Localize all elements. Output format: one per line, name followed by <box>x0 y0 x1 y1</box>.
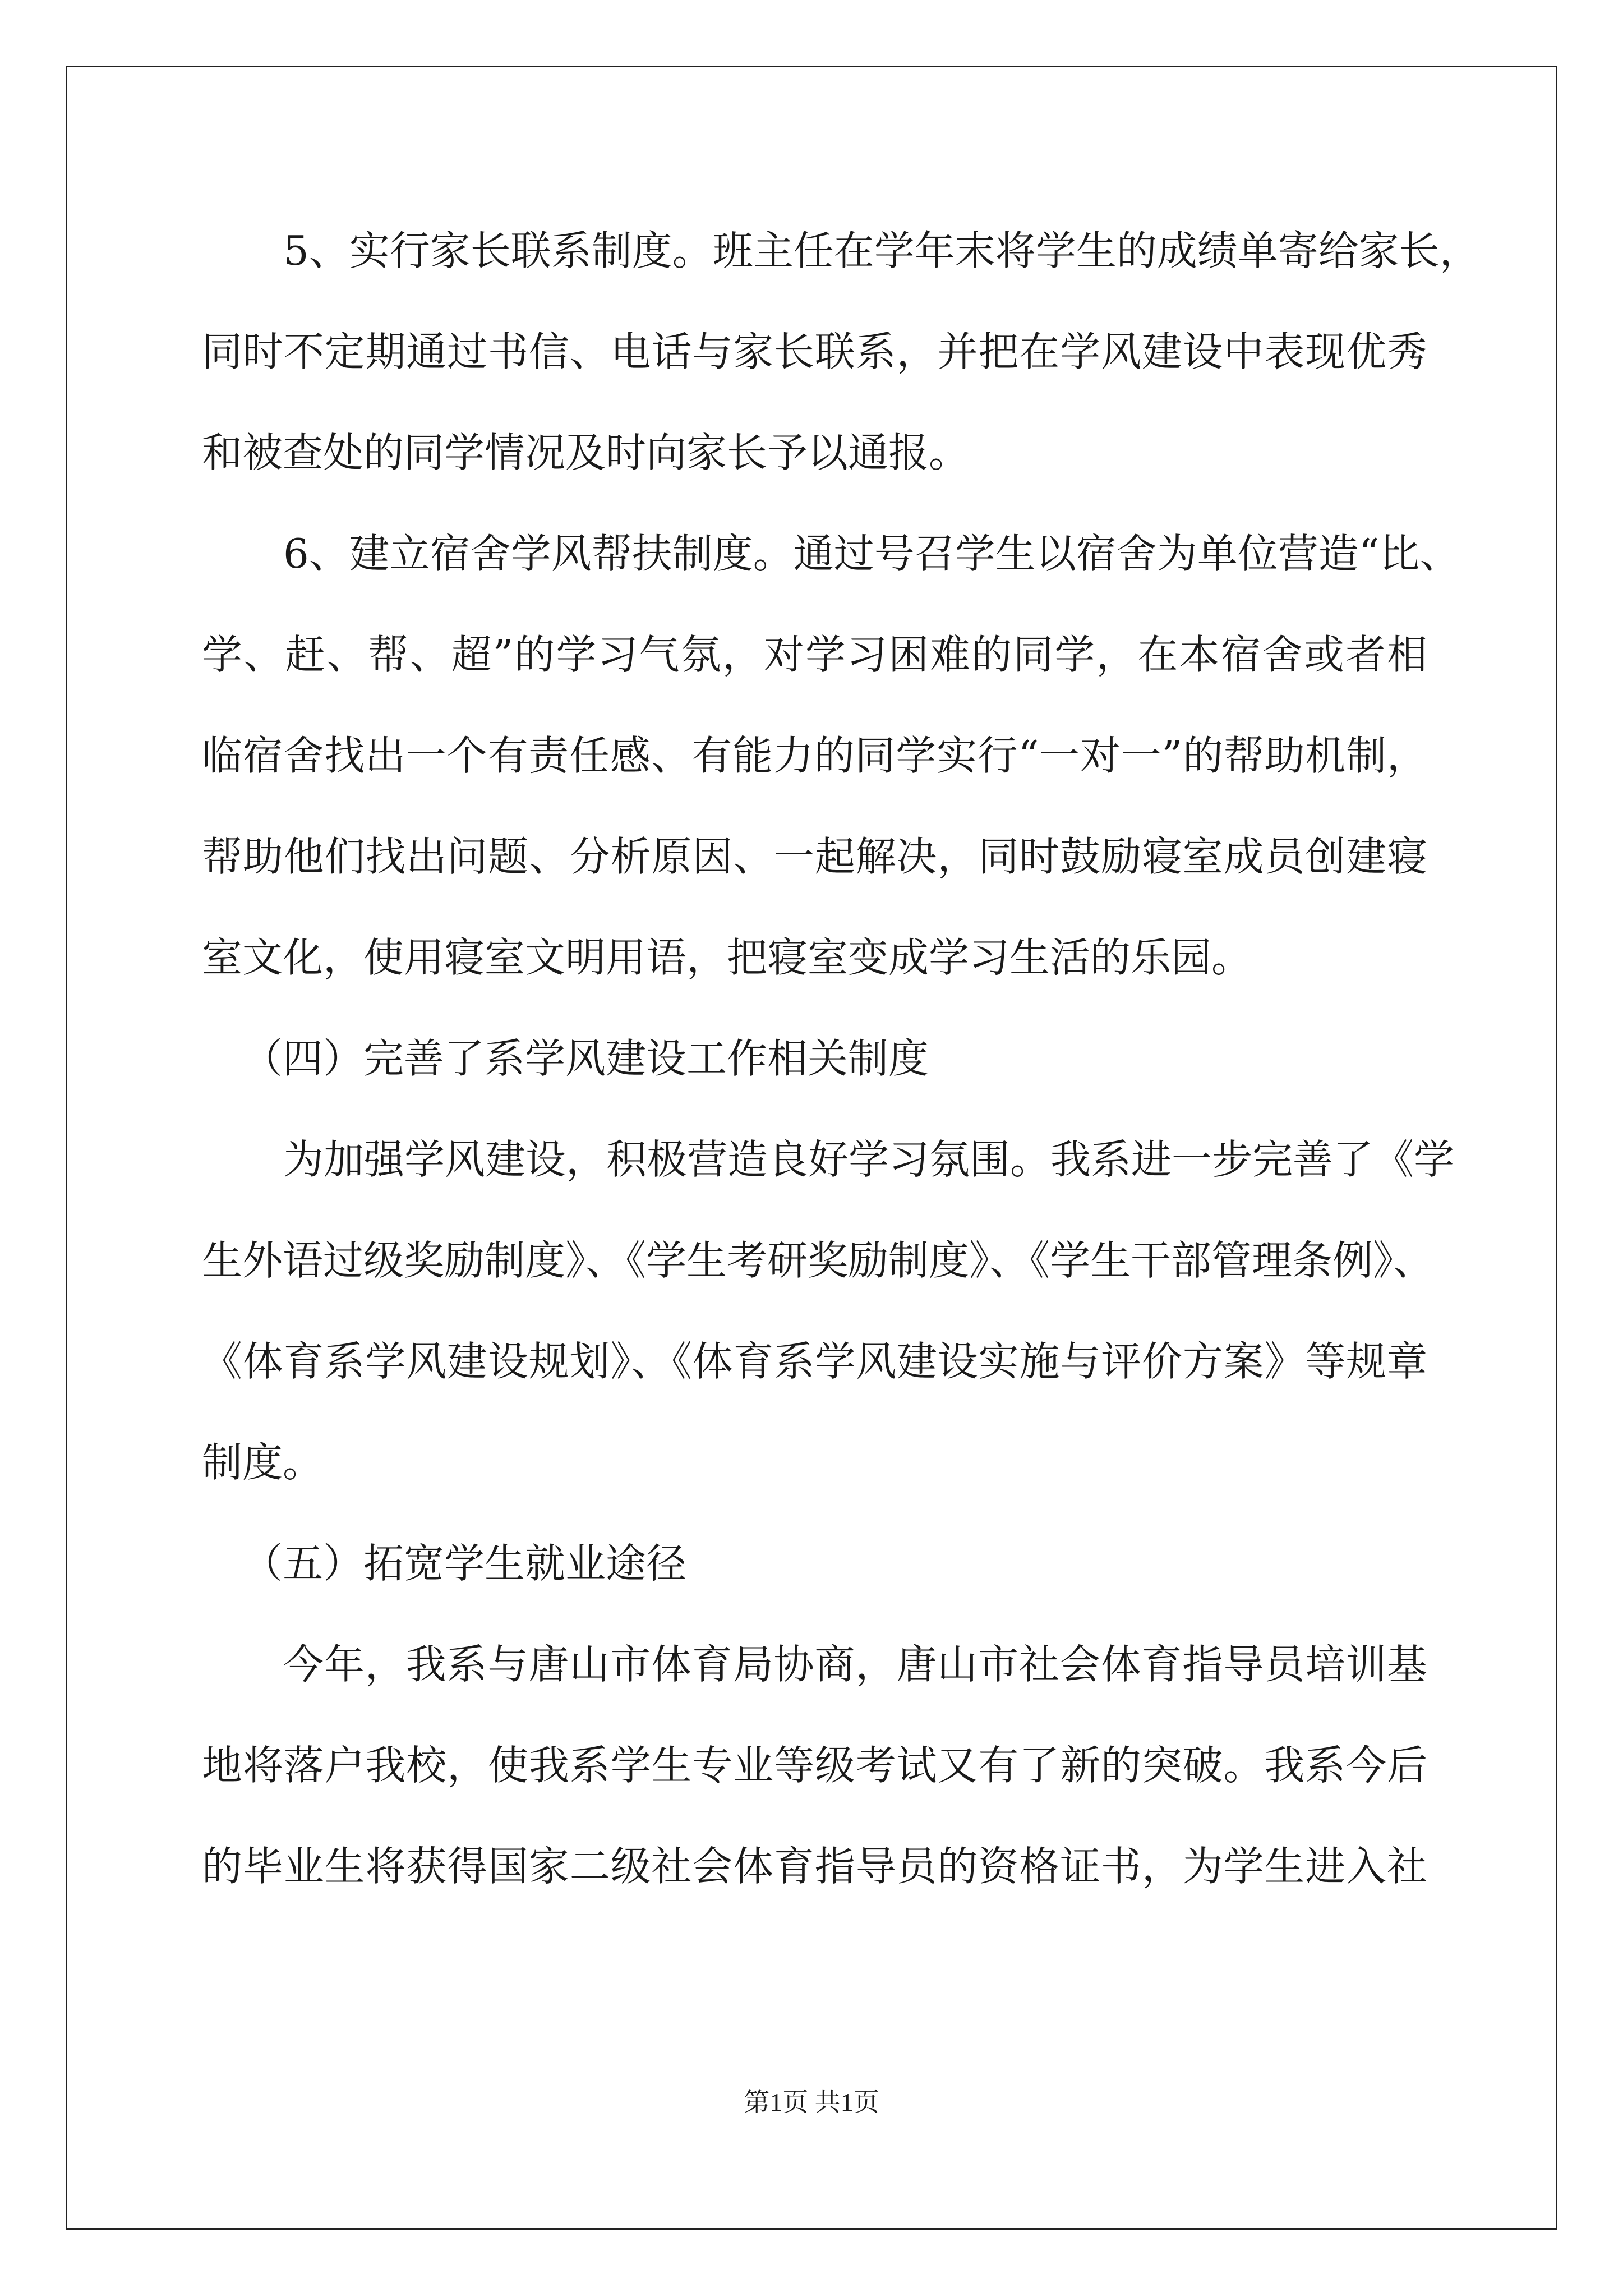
body-line: 制度。 <box>202 1439 324 1486</box>
body-line: 临宿舍找出一个有责任感、有能力的同学实行“一对一”的帮助机制， <box>202 732 1427 779</box>
body-line: 地将落户我校，使我系学生专业等级考试又有了新的突破。我系今后 <box>202 1742 1427 1789</box>
body-line: 5、实行家长联系制度。班主任在学年末将学生的成绩单寄给家长， <box>283 227 1480 274</box>
body-line: 学、赶、帮、超”的学习气氛，对学习困难的同学，在本宿舍或者相 <box>202 631 1427 678</box>
section-heading: （四）完善了系学风建设工作相关制度 <box>242 1035 929 1082</box>
body-line: 6、建立宿舍学风帮扶制度。通过号召学生以宿舍为单位营造“比、 <box>283 530 1460 577</box>
body-line: 的毕业生将获得国家二级社会体育指导员的资格证书，为学生进入社 <box>202 1843 1427 1890</box>
body-line: 《体育系学风建设规划》、《体育系学风建设实施与评价方案》等规章 <box>202 1338 1427 1385</box>
body-line: 室文化，使用寝室文明用语，把寝室变成学习生活的乐园。 <box>202 934 1252 981</box>
body-line: 生外语过级奖励制度》、《学生考研奖励制度》、《学生干部管理条例》、 <box>202 1237 1434 1284</box>
page-footer: 第1页 共1页 <box>744 2088 879 2116</box>
body-line: 同时不定期通过书信、电话与家长联系，并把在学风建设中表现优秀 <box>202 328 1427 375</box>
body-line: 今年，我系与唐山市体育局协商，唐山市社会体育指导员培训基 <box>283 1641 1427 1688</box>
body-line: 和被查处的同学情况及时向家长予以通报。 <box>202 429 970 476</box>
body-line: 为加强学风建设，积极营造良好学习氛围。我系进一步完善了《学 <box>283 1136 1455 1183</box>
body-line: 帮助他们找出问题、分析原因、一起解决，同时鼓励寝室成员创建寝 <box>202 833 1427 880</box>
section-heading: （五）拓宽学生就业途径 <box>242 1540 687 1587</box>
